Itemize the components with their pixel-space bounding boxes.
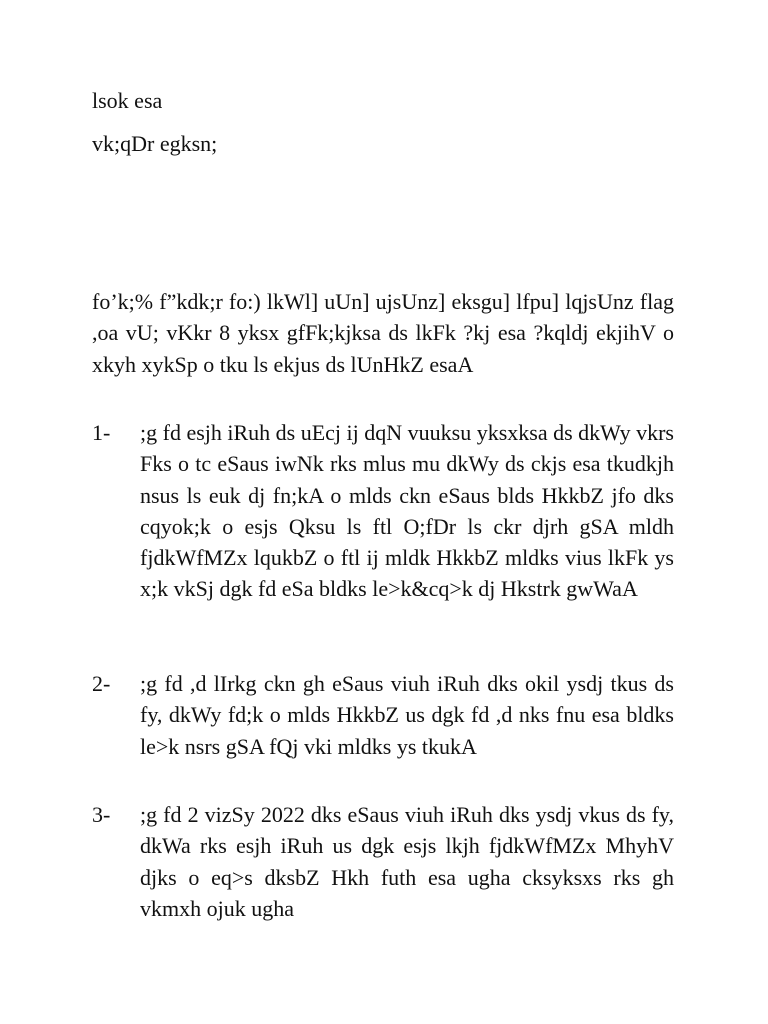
addressee: vk;qDr egksn; xyxy=(92,131,218,156)
list-item xyxy=(92,799,674,924)
list-item-text: ;g fd ,d lIrkg ckn gh eSaus viuh iRuh dks okil ysdj tkus ds fy, dkWy fd;k o mlds HkkbZ us dgk fd ,d nks fnu esa bldks le>k nsrs gSA fQj vki mldks ys tkukA xyxy=(140,671,674,759)
list-item xyxy=(92,668,674,762)
list-item-text: ;g fd esjh iRuh ds uEcj ij dqN vuuksu yksxksa ds dkWy vkrs Fks o tc eSaus iwNk rks mlus mu dkWy ds ckjs esa tkudkjh nsus ls euk dj fn;kA o mlds ckn eSaus blds HkkbZ jfo dks cqyok;k o esjs Qksu ls ftl O;fDr ls ckr djrh gSA mldh fjdkWfMZx lqukbZ o ftl ij mldk HkkbZ mldks vius lkFk ys x;k vkSj dgk fd eSa bldks le>k&cq>k dj Hkstrk gwWaA xyxy=(140,420,674,602)
list-item-text: ;g fd 2 vizSy 2022 dks eSaus viuh iRuh dks ysdj vkus ds fy, dkWa rks esjh iRuh us dgk esjs lkjh fjdkWfMZx MhyhV djks o eq>s dksbZ Hkh futh esa ugha cksyksxs rks gh vkmxh ojuk ugha xyxy=(140,802,674,921)
list-item-number: 3- xyxy=(92,802,111,827)
list-item-number: 1- xyxy=(92,420,111,445)
salutation: lsok esa xyxy=(92,88,163,113)
subject-paragraph: fo’k;% f”kdk;r fo:) lkWl] uUn] ujsUnz] eksgu] lfpu] lqjsUnz flag ,oa vU; vKkr 8 yksx gfFk;kjksa ds lkFk ?kj esa ?kqldj ekjihV o xkyh xykSp o tku ls ekjus ds lUnHkZ esaA xyxy=(92,289,674,377)
list-item-number: 2- xyxy=(92,671,111,696)
list-item xyxy=(92,417,674,605)
